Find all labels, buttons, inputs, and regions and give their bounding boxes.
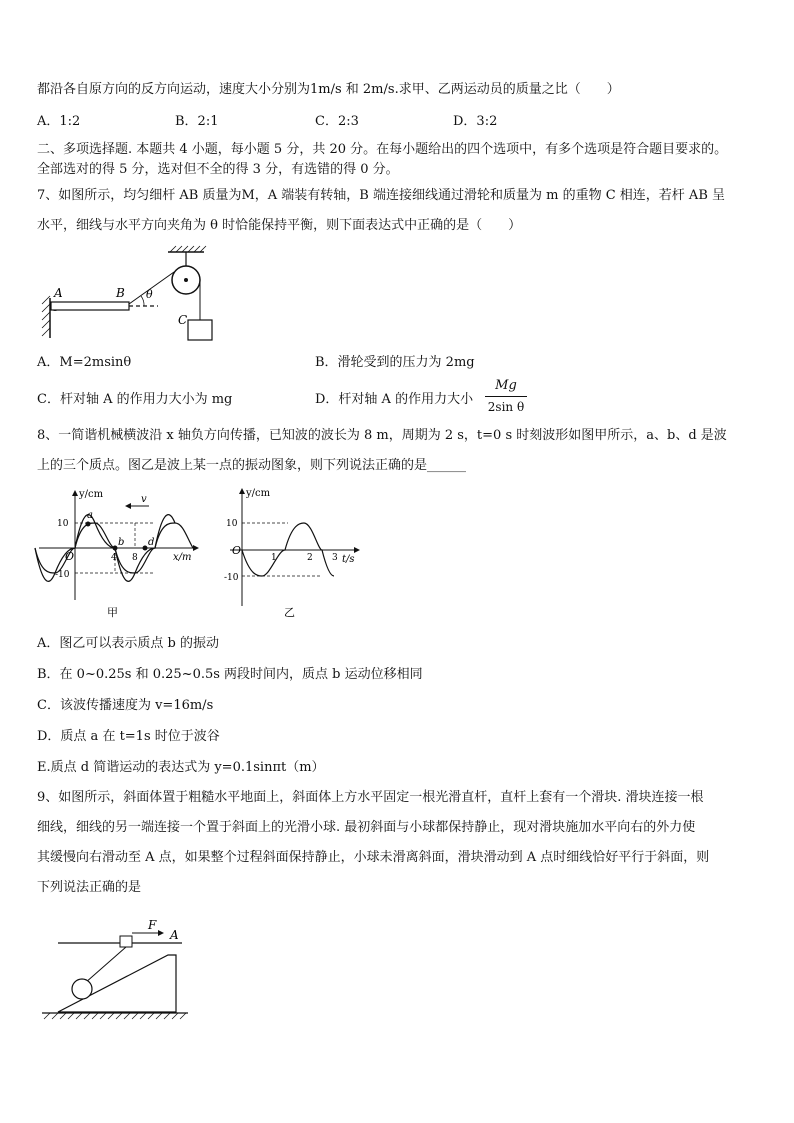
q8-fig2-caption: 乙 — [284, 606, 295, 619]
q7-label-theta: θ — [146, 288, 153, 301]
q7-option-d-prefix: D．杆对轴 A 的作用力大小 — [315, 392, 474, 407]
q8-fig1-ylabel: y/cm — [79, 489, 104, 500]
q8-fig1-label-d: d — [148, 537, 155, 548]
q8-fig1-label-b: b — [118, 537, 125, 548]
q6-stem-line: 都沿各自原方向的反方向运动，速度大小分别为1m/s 和 2m/s.求甲、乙两运动员的质量之比（ ） — [37, 82, 620, 97]
q8-fig1-ytick-10: 10 — [57, 519, 69, 529]
q9-label-a: A — [170, 928, 179, 942]
q8-fig2-xtick-2: 2 — [307, 553, 313, 563]
q6-option-a: A．1:2 — [37, 114, 81, 129]
q6-option-d: D．3:2 — [453, 114, 498, 129]
q7-label-b: B — [116, 286, 125, 300]
q8-option-e: E.质点 d 简谐运动的表达式为 y=0.1sinπt（m） — [37, 760, 325, 775]
q9-stem-line1: 9、如图所示，斜面体置于粗糙水平地面上，斜面体上方水平固定一根光滑直杆，直杆上套有一个滑块. 滑块连接一根 — [37, 790, 704, 805]
q8-point-b — [113, 546, 118, 551]
q7-label-c: C — [178, 313, 188, 327]
q8-option-b: B．在 0~0.25s 和 0.25~0.5s 两段时间内，质点 b 运动位移相同 — [37, 667, 423, 682]
q8-fig2-ytick-10: 10 — [226, 519, 238, 529]
q8-fig1-xtick-4: 4 — [111, 553, 117, 563]
q7-option-a: A．M=2msinθ — [37, 355, 132, 370]
q6-option-b: B．2:1 — [175, 114, 219, 129]
q6-option-c: C．2:3 — [315, 114, 359, 129]
q8-point-a — [86, 522, 91, 527]
q8-fig1-label-a: a — [87, 510, 93, 521]
q7-option-d-fraction — [483, 378, 529, 415]
q9-label-f: F — [148, 918, 157, 932]
q8-fig2-ylabel: y/cm — [246, 488, 271, 499]
q8-option-a: A．图乙可以表示质点 b 的振动 — [37, 636, 219, 651]
q8-fig1-ytick-neg10: -10 — [55, 570, 70, 580]
q9-stem-line4: 下列说法正确的是 — [37, 880, 142, 895]
q8-fig1-caption: 甲 — [107, 606, 118, 619]
q7-fraction-denominator: 2sin θ — [485, 396, 527, 415]
q7-option-b: B．滑轮受到的压力为 2mg — [315, 355, 475, 370]
q8-fig1-v-label: v — [141, 494, 147, 505]
q8-point-d — [143, 546, 148, 551]
q8-stem-line2: 上的三个质点。图乙是波上某一点的振动图象，则下列说法正确的是______ — [37, 458, 467, 473]
q7-stem-line1: 7、如图所示，均匀细杆 AB 质量为M，A 端装有转轴，B 端连接细线通过滑轮和质量为 m 的重物 C 相连，若杆 AB 呈 — [37, 188, 726, 203]
q8-option-d: D．质点 a 在 t=1s 时位于波谷 — [37, 729, 220, 744]
q8-fig2-xtick-3: 3 — [332, 553, 338, 563]
q8-figure-wave — [35, 488, 200, 619]
q9-stem-line3: 其缓慢向右滑动至 A 点，如果整个过程斜面保持静止，小球未滑离斜面，滑块滑动到 A 点时细线恰好平行于斜面，则 — [37, 850, 710, 865]
q8-figure-vibration — [222, 488, 362, 619]
q8-fig1-xlabel: x/m — [173, 552, 192, 563]
q8-fig1-xtick-8: 8 — [132, 553, 138, 563]
q8-option-c: C．该波传播速度为 v=16m/s — [37, 698, 214, 713]
section2-line2: 全部选对的得 5 分，选对但不全的得 3 分，有选错的得 0 分。 — [37, 162, 399, 177]
q7-fraction-numerator: Mg — [495, 378, 517, 393]
q7-label-a: A — [54, 286, 63, 300]
q7-figure-rod-pulley — [40, 240, 220, 350]
q7-stem-line2: 水平，细线与水平方向夹角为 θ 时恰能保持平衡，则下面表达式中正确的是（ ） — [37, 218, 522, 233]
q7-option-c: C．杆对轴 A 的作用力大小为 mg — [37, 392, 233, 407]
q8-fig2-ytick-neg10: -10 — [224, 573, 239, 583]
q8-stem-line1: 8、一简谐机械横波沿 x 轴负方向传播，已知波的波长为 8 m，周期为 2 s，t=0 s 时刻波形如图甲所示，a、b、d 是波 — [37, 428, 727, 443]
q8-fig2-xtick-1: 1 — [271, 553, 277, 563]
q8-fig2-xlabel: t/s — [342, 554, 355, 565]
q8-fig2-origin: O — [232, 544, 242, 557]
q9-figure-incline — [40, 915, 190, 1025]
q8-fig1-origin: O — [65, 550, 75, 563]
section2-line1: 二、多项选择题. 本题共 4 小题，每小题 5 分，共 20 分。在每小题给出的四个选项中，有多个选项是符合题目要求的。 — [37, 142, 728, 157]
q9-stem-line2: 细线，细线的另一端连接一个置于斜面上的光滑小球. 最初斜面与小球都保持静止，现对滑块施加水平向右的外力使 — [37, 820, 696, 835]
